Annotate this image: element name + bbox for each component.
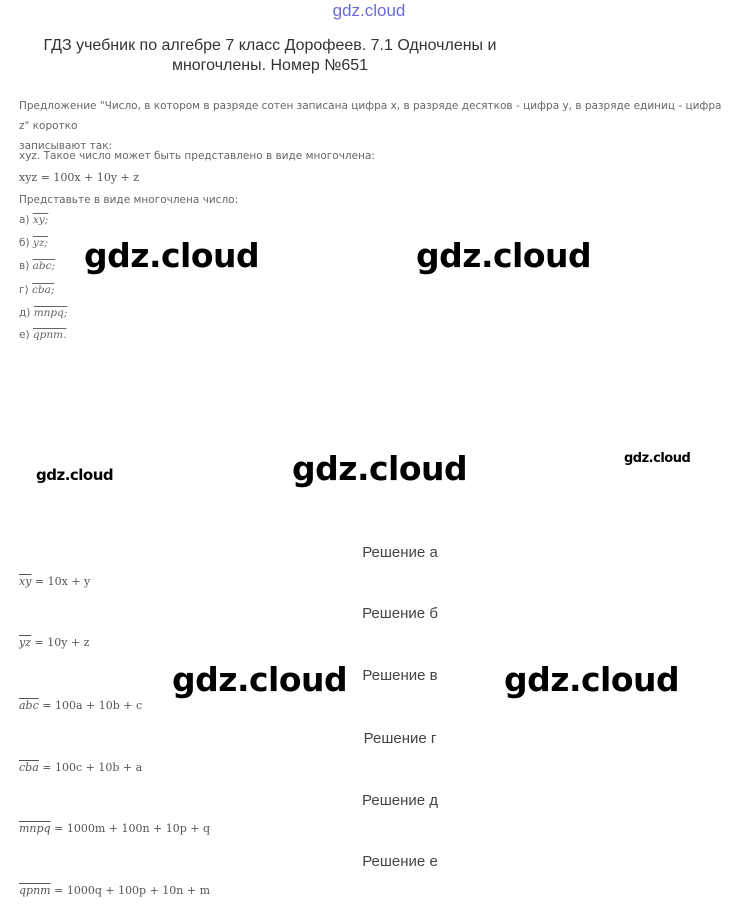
solution-heading: Решение г <box>363 730 437 747</box>
solution-lhs: mnpq <box>19 822 51 835</box>
list-item <box>19 214 48 226</box>
list-item <box>19 260 55 272</box>
solution-rhs: = 10x + y <box>31 575 91 588</box>
watermark: gdz.cloud <box>416 236 592 275</box>
solution-heading: Решение а <box>362 544 438 561</box>
solution-heading: Решение б <box>362 605 438 622</box>
problem-task: Представьте в виде многочлена число: <box>19 194 239 206</box>
solution-formula <box>19 699 142 712</box>
solution-lhs: $\overline{yz}$ <box>19 636 32 649</box>
solution-rhs: = 100c + 10b + a <box>38 761 143 774</box>
watermark: gdz.cloud <box>172 660 348 699</box>
site-logo-top[interactable]: gdz.cloud <box>332 1 406 20</box>
solution-rhs: = 100a + 10b + c <box>38 699 143 712</box>
item-expr: yz; <box>32 237 48 249</box>
solution-formula <box>19 636 89 649</box>
problem-formula: xyz = 100x + 10y + z <box>19 171 140 184</box>
list-item <box>19 307 67 319</box>
solution-heading: Решение д <box>362 792 438 809</box>
solution-formula <box>19 575 90 588</box>
solution-lhs: qpnm <box>19 884 51 897</box>
item-expr: mnpq; <box>33 307 68 319</box>
item-label: а) <box>19 214 30 226</box>
page-title-line-2: многочлены. Номер №651 <box>171 57 369 74</box>
solution-formula <box>19 822 210 835</box>
item-label: д) <box>19 307 31 319</box>
solution-rhs: = 1000m + 100n + 10p + q <box>50 822 211 835</box>
solution-lhs: $\overline{abc}$ <box>19 699 39 712</box>
item-label: е) <box>19 329 30 341</box>
problem-xyz-line: xyz. Такое число может быть представлено в виде многочлена: <box>19 150 375 162</box>
page-title-line-1: ГДЗ учебник по алгебре 7 класс Дорофеев. 7.1 Одночлены и <box>43 37 497 54</box>
watermark: gdz.cloud <box>84 236 260 275</box>
solution-rhs: = 10y + z <box>31 636 90 649</box>
item-label: в) <box>19 260 30 272</box>
watermark: gdz.cloud <box>36 466 114 484</box>
solution-lhs: $\overline{cba}$ <box>19 761 39 774</box>
solution-heading: Решение е <box>362 853 438 870</box>
item-expr: xy; <box>32 214 49 226</box>
problem-statement <box>19 96 729 156</box>
item-expr: abc; <box>32 260 56 272</box>
problem-paragraph-1: Предложение "Число, в котором в разряде сотен записана цифра x, в разряде десятков - цифра y, в разряде единиц - цифра z" коротко <box>19 100 722 132</box>
item-expr: cba; <box>31 284 55 296</box>
list-item <box>19 284 54 296</box>
solution-formula <box>19 884 210 897</box>
page-title <box>0 36 540 76</box>
list-item <box>19 329 66 341</box>
solution-formula <box>19 761 142 774</box>
solution-lhs: $\overline{xy}$ <box>19 575 32 588</box>
list-item <box>19 237 48 249</box>
problem-paragraph-2: записывают так: <box>19 140 113 152</box>
watermark: gdz.cloud <box>292 449 468 488</box>
item-expr: qpnm. <box>32 329 67 341</box>
solution-heading: Решение в <box>362 667 438 684</box>
watermark: gdz.cloud <box>504 660 680 699</box>
watermark: gdz.cloud <box>624 451 691 466</box>
solution-rhs: = 1000q + 100p + 10n + m <box>50 884 211 897</box>
item-label: б) <box>19 237 30 249</box>
item-label: г) <box>19 284 29 296</box>
